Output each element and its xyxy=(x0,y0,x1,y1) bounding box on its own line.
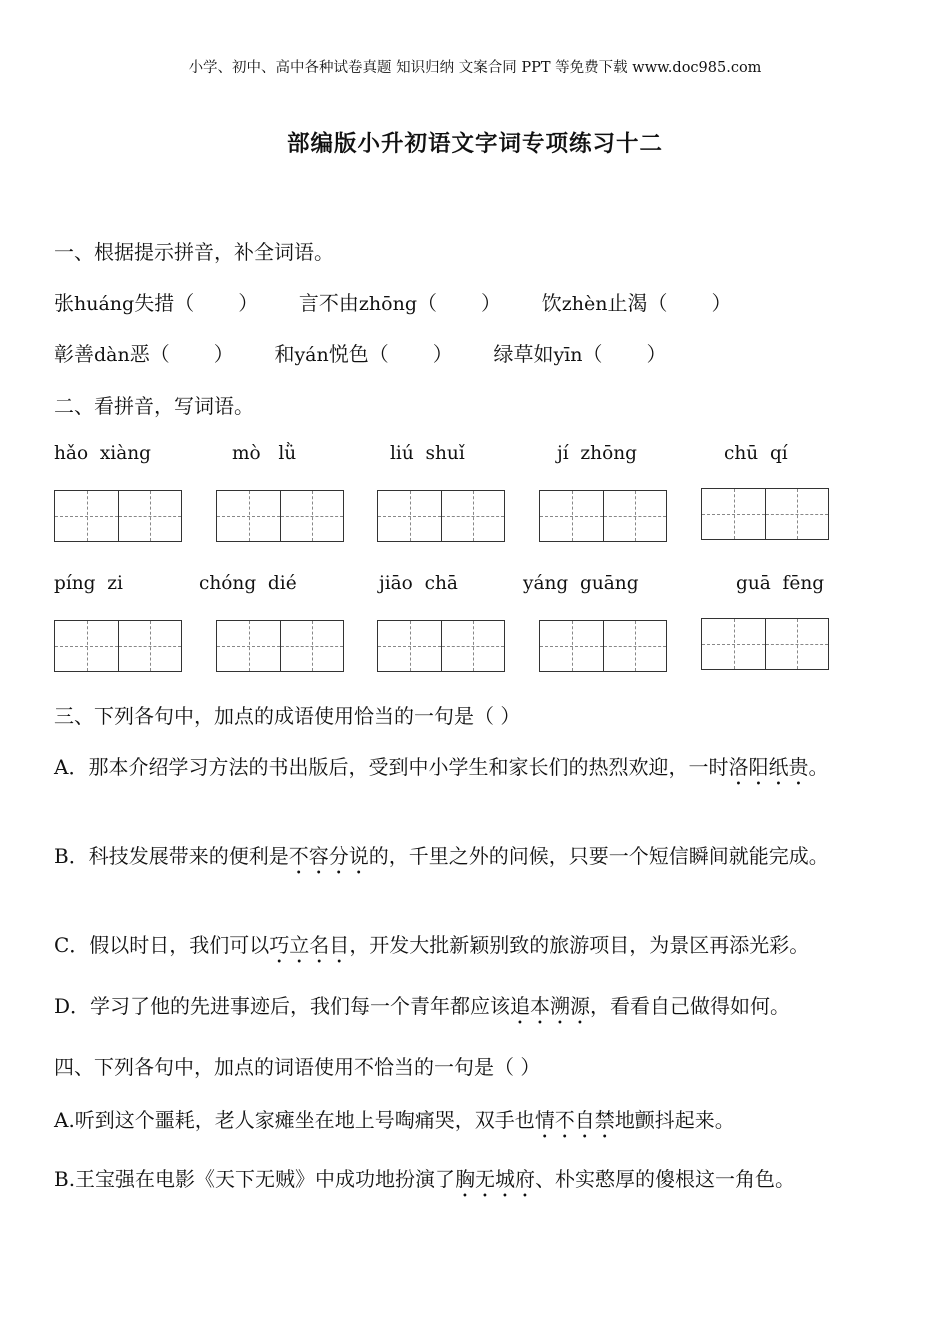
tianzige-box[interactable] xyxy=(54,490,182,542)
tianzige-box[interactable] xyxy=(701,488,829,540)
pinyin-label: yáng guāng xyxy=(523,573,639,594)
dotted-phrase: 追本溯源 xyxy=(510,994,591,1018)
dotted-phrase: 洛阳纸贵 xyxy=(728,755,809,779)
word-item: 言不由zhōng（ ） xyxy=(298,291,502,315)
question-option: A．那本介绍学习方法的书出版后，受到中小学生和家长们的热烈欢迎，一时洛阳纸贵。 xyxy=(54,755,829,779)
dotted-phrase: 胸无城府 xyxy=(455,1167,536,1191)
section1-row2 xyxy=(54,338,667,367)
tianzige-box[interactable] xyxy=(377,620,505,672)
word-item: 彰善dàn恶（ ） xyxy=(54,342,234,366)
pinyin-label: jí zhōng xyxy=(557,443,637,464)
question-option: D．学习了他的先进事迹后，我们每一个青年都应该追本溯源，看看自己做得如何。 xyxy=(54,994,791,1018)
pinyin-label: chū qí xyxy=(724,443,788,464)
section1-row1 xyxy=(54,287,731,316)
section2-heading: 二、看拼音，写词语。 xyxy=(54,394,254,418)
tianzige-box[interactable] xyxy=(377,490,505,542)
pinyin-label: chóng dié xyxy=(199,573,297,594)
tianzige-box[interactable] xyxy=(701,618,829,670)
pinyin-label: mò lǜ xyxy=(232,443,297,464)
page-header: 小学、初中、高中各种试卷真题 知识归纳 文案合同 PPT 等免费下载 www.doc985.com xyxy=(188,60,762,76)
page-title: 部编版小升初语文字词专项练习十二 xyxy=(286,131,663,157)
pinyin-label: guā fēng xyxy=(736,573,825,594)
dotted-phrase: 情不自禁 xyxy=(534,1108,615,1132)
pinyin-label: jiāo chā xyxy=(379,573,458,594)
pinyin-label: liú shuǐ xyxy=(390,443,465,464)
word-item: 张huáng失措（ ） xyxy=(54,291,259,315)
tianzige-box[interactable] xyxy=(216,490,344,542)
word-item: 饮zhèn止渴（ ） xyxy=(541,291,732,315)
word-item: 绿草如yīn（ ） xyxy=(493,342,667,366)
tianzige-box[interactable] xyxy=(216,620,344,672)
question-option: A.听到这个噩耗，老人家瘫坐在地上号啕痛哭，双手也情不自禁地颤抖起来。 xyxy=(54,1108,735,1132)
pinyin-label: píng zi xyxy=(54,573,123,594)
tianzige-box[interactable] xyxy=(539,620,667,672)
word-item: 和yán悦色（ ） xyxy=(274,342,453,366)
question-option: B.王宝强在电影《天下无贼》中成功地扮演了胸无城府、朴实憨厚的傻根这一角色。 xyxy=(54,1167,796,1191)
dotted-phrase: 巧立名目 xyxy=(269,933,350,957)
tianzige-box[interactable] xyxy=(54,620,182,672)
dotted-phrase: 不容分说 xyxy=(288,844,369,868)
section4-heading: 四、下列各句中，加点的词语使用不恰当的一句是（ ） xyxy=(54,1055,541,1079)
section3-heading: 三、下列各句中，加点的成语使用恰当的一句是（ ） xyxy=(54,704,521,728)
tianzige-box[interactable] xyxy=(539,490,667,542)
question-option: C．假以时日，我们可以巧立名目，开发大批新颖别致的旅游项目，为景区再添光彩。 xyxy=(54,933,810,957)
pinyin-label: hǎo xiàng xyxy=(54,443,151,464)
section1-heading: 一、根据提示拼音，补全词语。 xyxy=(54,240,334,264)
question-option: B．科技发展带来的便利是不容分说的，千里之外的问候，只要一个短信瞬间就能完成。 xyxy=(54,844,829,868)
